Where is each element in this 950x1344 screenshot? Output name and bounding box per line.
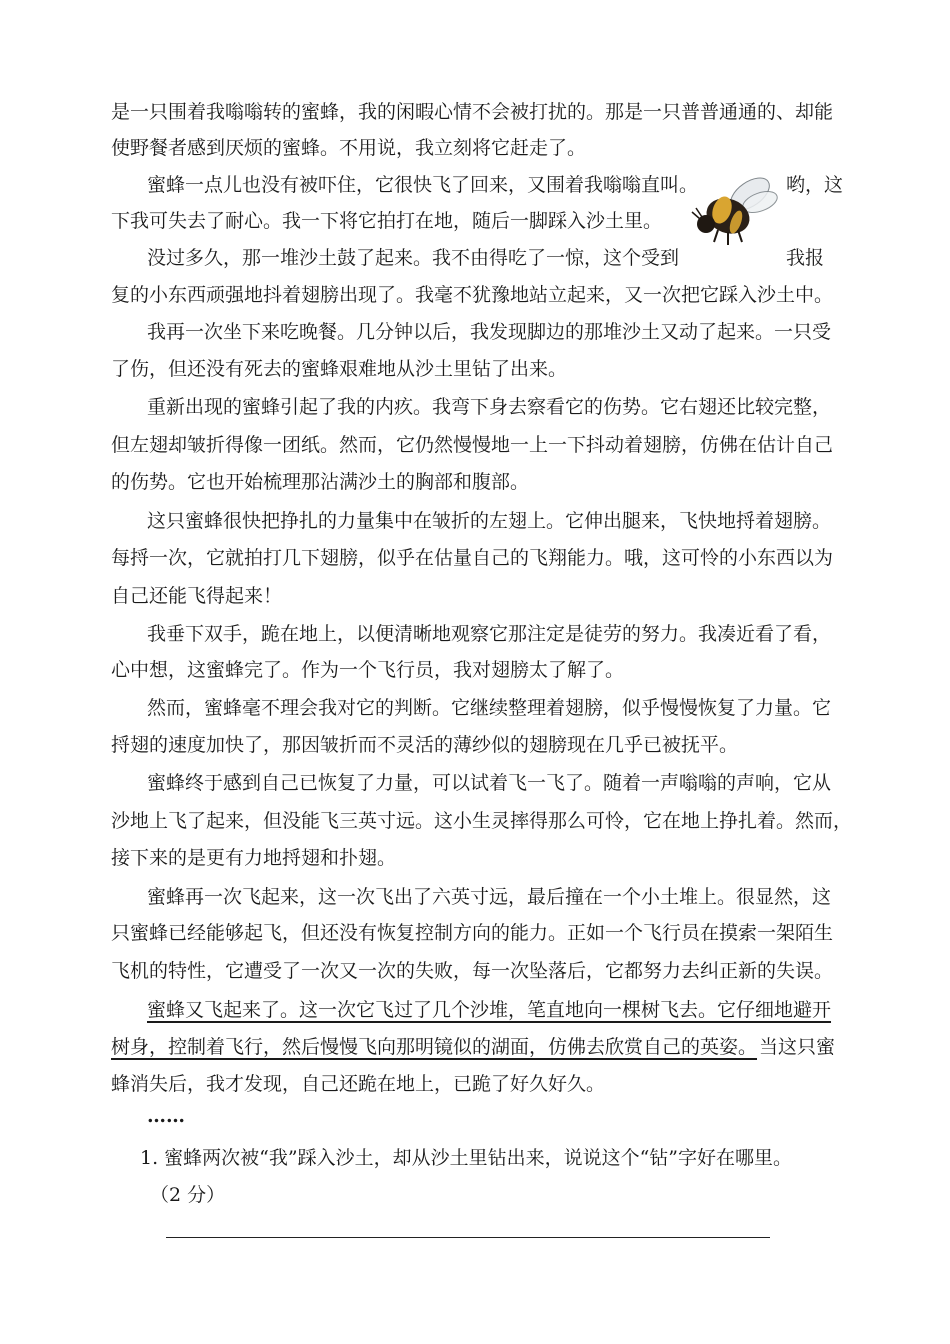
text-line: 这只蜜蜂很快把挣扎的力量集中在皱折的左翅上。它伸出腿来，飞快地捋着翅膀。 (147, 510, 832, 532)
text-line: 蜜蜂再一次飞起来，这一次飞出了六英寸远，最后撞在一个小土堆上。很显然，这 (147, 886, 832, 908)
answer-line[interactable] (166, 1237, 770, 1238)
text-line: 下我可失去了耐心。我一下将它拍打在地，随后一脚踩入沙土里。 (111, 210, 663, 232)
ellipsis: …… (147, 1105, 185, 1127)
underlined-text-line: 树身，控制着飞行，然后慢慢飞向那明镜似的湖面，仿佛去欣赏自己的英姿。 (111, 1036, 758, 1058)
text-line: 我再一次坐下来吃晚餐。几分钟以后，我发现脚边的那堆沙土又动了起来。一只受 (147, 321, 832, 343)
text-line: 蜂消失后，我才发现，自己还跪在地上，已跪了好久好久。 (111, 1073, 606, 1095)
text-line: 了伤，但还没有死去的蜜蜂艰难地从沙土里钻了出来。 (111, 358, 568, 380)
text-line: 接下来的是更有力地捋翅和扑翅。 (111, 847, 397, 869)
text-line: 复的小东西顽强地抖着翅膀出现了。我毫不犹豫地站立起来，又一次把它踩入沙土中。 (111, 284, 834, 306)
text-line: 只蜜蜂已经能够起飞，但还没有恢复控制方向的能力。正如一个飞行员在摸索一架陌生 (111, 922, 834, 944)
bee-illustration-icon (688, 172, 788, 250)
text-line: 的伤势。它也开始梳理那沾满沙土的胸部和腹部。 (111, 471, 530, 493)
text-line: 当这只蜜 (759, 1036, 836, 1058)
text-line: 自己还能飞得起来！ (111, 585, 283, 607)
text-line: 没过多久，那一堆沙土鼓了起来。我不由得吃了一惊，这个受到 (147, 247, 680, 269)
text-line: 捋翅的速度加快了，那因皱折而不灵活的薄纱似的翅膀现在几乎已被抚平。 (111, 734, 739, 756)
text-line: 但左翅却皱折得像一团纸。然而，它仍然慢慢地一上一下抖动着翅膀，仿佛在估计自己 (111, 434, 834, 456)
text-line: 是一只围着我嗡嗡转的蜜蜂，我的闲暇心情不会被打扰的。那是一只普普通通的、却能 (111, 101, 834, 123)
text-line: 心中想，这蜜蜂完了。作为一个飞行员，我对翅膀太了解了。 (111, 659, 625, 681)
text-line: 每捋一次，它就拍打几下翅膀，似乎在估量自己的飞翔能力。哦，这可怜的小东西以为 (111, 547, 834, 569)
text-line: 蜜蜂终于感到自己已恢复了力量，可以试着飞一飞了。随着一声嗡嗡的声响，它从 (147, 772, 832, 794)
question-score: （2 分） (150, 1184, 226, 1206)
text-line: 我报 (786, 247, 825, 269)
text-line: 使野餐者感到厌烦的蜜蜂。不用说，我立刻将它赶走了。 (111, 137, 587, 159)
text-line: 飞机的特性，它遭受了一次又一次的失败，每一次坠落后，它都努力去纠正新的失误。 (111, 960, 834, 982)
text-line: 然而，蜜蜂毫不理会我对它的判断。它继续整理着翅膀，似乎慢慢恢复了力量。它 (147, 697, 832, 719)
text-line: 我垂下双手，跪在地上，以便清晰地观察它那注定是徒劳的努力。我凑近看了看， (147, 623, 832, 645)
text-line: 沙地上飞了起来，但没能飞三英寸远。这小生灵摔得那么可怜，它在地上挣扎着。然而， (111, 810, 853, 832)
text-line: 蜜蜂一点儿也没有被吓住，它很快飞了回来，又围着我嗡嗡直叫。 (147, 174, 699, 196)
text-line: 哟，这 (786, 174, 844, 196)
underlined-text-line: 蜜蜂又飞起来了。这一次它飞过了几个沙堆，笔直地向一棵树飞去。它仔细地避开 (147, 999, 832, 1021)
text-line: 重新出现的蜜蜂引起了我的内疚。我弯下身去察看它的伤势。它右翅还比较完整， (147, 396, 832, 418)
question-text: 1. 蜜蜂两次被“我”踩入沙土，却从沙土里钻出来，说说这个“钻”字好在哪里。 (140, 1147, 793, 1169)
